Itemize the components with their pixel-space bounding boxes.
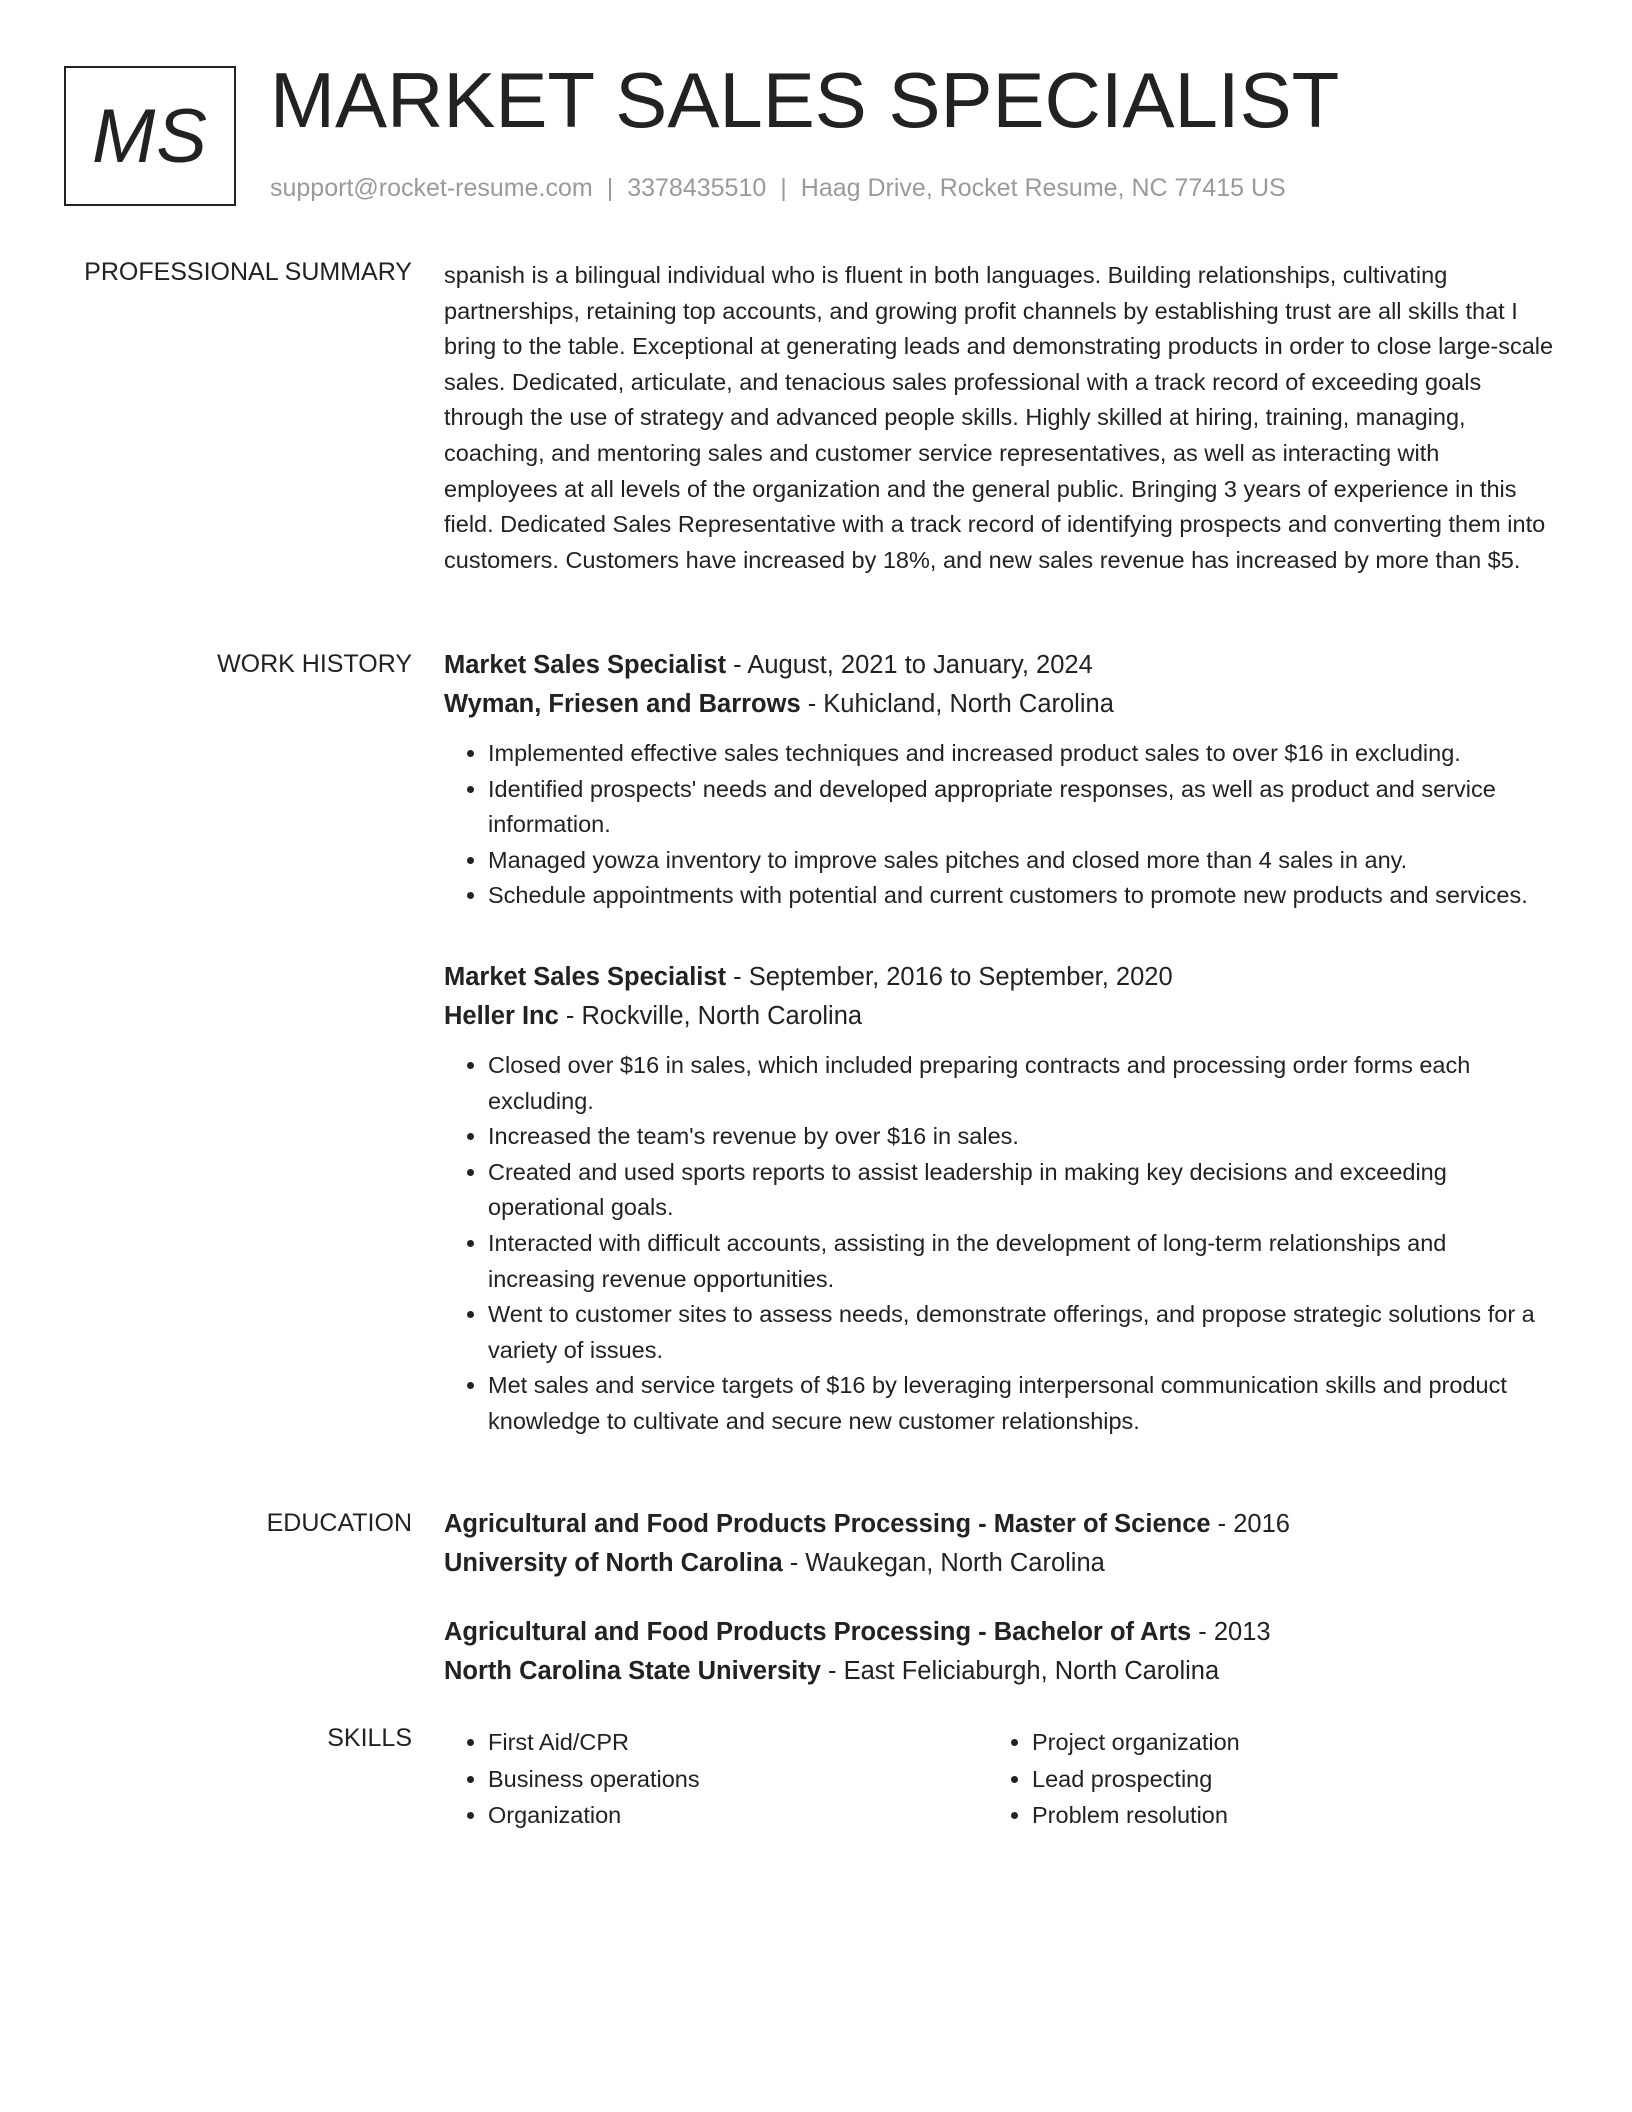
contact-phone[interactable]: 3378435510 xyxy=(627,174,767,202)
education-year: - 2016 xyxy=(1210,1510,1290,1538)
education-school: North Carolina State University xyxy=(444,1657,821,1685)
education-entry xyxy=(444,1505,1554,1583)
job-bullets xyxy=(444,736,1554,914)
skill-item: • Project organization xyxy=(1032,1724,1532,1761)
skill-item: • Business operations xyxy=(488,1761,988,1798)
job-dates: - August, 2021 to January, 2024 xyxy=(726,651,1093,679)
education-body xyxy=(444,1505,1554,1721)
contact-separator: | xyxy=(780,174,787,202)
job-company-line xyxy=(444,997,1554,1036)
job-entry xyxy=(444,958,1554,1440)
job-bullet: • Interacted with difficult accounts, assisting in the development of long-term relationships and increasing revenue opportunities. xyxy=(488,1226,1554,1297)
education-degree-line xyxy=(444,1613,1554,1652)
skills-body xyxy=(444,1724,1554,1834)
skill-item: • Lead prospecting xyxy=(1032,1761,1532,1798)
skill-item: • Problem resolution xyxy=(1032,1797,1532,1834)
job-bullet: • Managed yowza inventory to improve sales pitches and closed more than 4 sales in any. xyxy=(488,843,1554,879)
skills-column-2 xyxy=(988,1724,1532,1834)
education-degree: Agricultural and Food Products Processing - Master of Science xyxy=(444,1510,1211,1538)
education-year: - 2013 xyxy=(1191,1618,1271,1646)
job-dates: - September, 2016 to September, 2020 xyxy=(726,962,1173,991)
skill-item: • First Aid/CPR xyxy=(488,1724,988,1761)
section-label-skills: SKILLS xyxy=(327,1724,412,1752)
education-location: - East Feliciaburgh, North Carolina xyxy=(820,1657,1220,1685)
skills-columns xyxy=(444,1724,1554,1834)
job-bullets xyxy=(444,1048,1554,1440)
job-bullet: • Schedule appointments with potential and current customers to promote new products and services. xyxy=(488,878,1554,914)
monogram-initials: MS xyxy=(92,93,208,179)
job-bullet: • Increased the team's revenue by over $16 in sales. xyxy=(488,1119,1554,1155)
section-label-education: EDUCATION xyxy=(266,1509,412,1537)
job-company: Heller Inc xyxy=(444,1001,559,1030)
contact-address: Haag Drive, Rocket Resume, NC 77415 US xyxy=(800,174,1286,202)
job-title-line xyxy=(444,646,1554,685)
skill-item: • Organization xyxy=(488,1797,988,1834)
education-degree: Agricultural and Food Products Processing - Bachelor of Arts xyxy=(444,1618,1192,1646)
summary-text: spanish is a bilingual individual who is fluent in both languages. Building relationships, cultivating partnerships, retaining top accounts, and growing profit channels by establishing trust are all skills that I bring to the table. Exceptional at generating leads and demonstrating products in order to close large-scale sales. Dedicated, articulate, and tenacious sales professional with a track record of exceeding goals through the use of strategy and advanced people skills. Highly skilled at hiring, training, managing, coaching, and mentoring sales and customer service representatives, as well as interacting with employees at all levels of the organization and the general public. Bringing 3 years of experience in this field. Dedicated Sales Representative with a track record of identifying prospects and converting them into customers. Customers have increased by 18%, and new sales revenue has increased by more than $5. xyxy=(444,262,1554,573)
contact-separator: | xyxy=(606,174,614,202)
education-school-line xyxy=(444,1652,1554,1691)
section-label-summary: PROFESSIONAL SUMMARY xyxy=(84,258,412,286)
job-title: Market Sales Specialist xyxy=(444,651,727,679)
resume-title: MARKET SALES SPECIALIST xyxy=(270,56,1340,144)
education-school-line xyxy=(444,1544,1554,1583)
job-title-line xyxy=(444,958,1554,997)
job-location: - Rockville, North Carolina xyxy=(558,1001,863,1030)
job-location: - Kuhicland, North Carolina xyxy=(800,690,1114,718)
job-bullet: • Created and used sports reports to assist leadership in making key decisions and exceeding operational goals. xyxy=(488,1155,1554,1226)
job-bullet: • Closed over $16 in sales, which included preparing contracts and processing order forms each excluding. xyxy=(488,1048,1554,1119)
contact-email[interactable]: support@rocket-resume.com xyxy=(270,174,593,202)
work-history-body xyxy=(444,646,1554,1484)
job-bullet: • Met sales and service targets of $16 by leveraging interpersonal communication skills and product knowledge to cultivate and secure new customer relationships. xyxy=(488,1368,1554,1439)
job-bullet: • Implemented effective sales techniques and increased product sales to over $16 in excluding. xyxy=(488,736,1554,772)
job-bullet: • Went to customer sites to assess needs, demonstrate offerings, and propose strategic solutions for a variety of issues. xyxy=(488,1297,1554,1368)
job-company: Wyman, Friesen and Barrows xyxy=(444,690,801,718)
job-company-line xyxy=(444,685,1554,724)
contact-line xyxy=(270,174,1286,203)
education-location: - Waukegan, North Carolina xyxy=(782,1549,1105,1577)
section-label-work-history: WORK HISTORY xyxy=(217,650,412,678)
education-school: University of North Carolina xyxy=(444,1549,783,1577)
job-entry xyxy=(444,646,1554,914)
job-title: Market Sales Specialist xyxy=(444,962,727,991)
job-bullet: • Identified prospects' needs and developed appropriate responses, as well as product and service information. xyxy=(488,772,1554,843)
monogram-box xyxy=(64,66,236,206)
summary-body xyxy=(444,258,1554,578)
education-degree-line xyxy=(444,1505,1554,1544)
skills-column-1 xyxy=(444,1724,988,1834)
education-entry xyxy=(444,1613,1554,1691)
